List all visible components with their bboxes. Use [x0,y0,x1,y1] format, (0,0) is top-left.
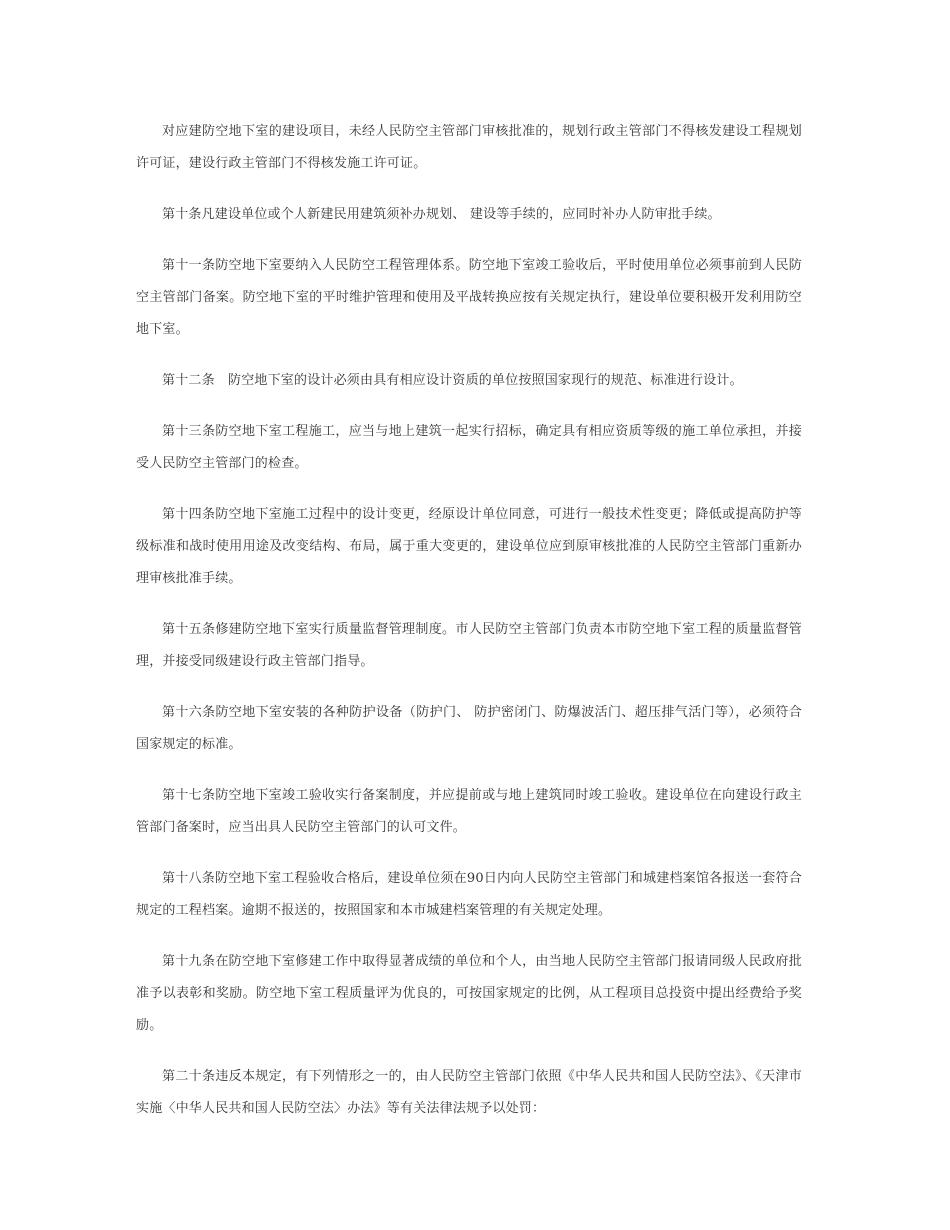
article-20: 第二十条违反本规定，有下列情形之一的，由人民防空主管部门依照《中华人民共和国人民防空法》、《天津市实施〈中华人民共和国人民防空法〉办法》等有关法律法规予以处罚： [136,1069,802,1116]
paragraph-approval-requirement: 对应建防空地下室的建设项目，未经人民防空主管部门审核批准的，规划行政主管部门不得核发建设工程规划许可证，建设行政主管部门不得核发施工许可证。 [136,124,802,171]
article-16: 第十六条防空地下室安装的各种防护设备（防护门、 防护密闭门、防爆波活门、超压排气活门等），必须符合国家规定的标准。 [136,705,802,752]
article-12: 第十二条 防空地下室的设计必须由具有相应设计资质的单位按照国家现行的规范、标准进行设计。 [162,373,743,388]
article-17: 第十七条防空地下室竣工验收实行备案制度，并应提前或与地上建筑同时竣工验收。建设单位在向建设行政主管部门备案时，应当出具人民防空主管部门的认可文件。 [136,788,802,835]
article-19: 第十九条在防空地下室修建工作中取得显著成绩的单位和个人，由当地人民防空主管部门报请同级人民政府批准予以表彰和奖励。防空地下室工程质量评为优良的，可按国家规定的比例，从工程项目总投资中提出经费给予奖励。 [136,954,802,1033]
article-14: 第十四条防空地下室施工过程中的设计变更，经原设计单位同意，可进行一般技术性变更；降低或提高防护等级标准和战时使用用途及改变结构、布局，属于重大变更的，建设单位应到原审核批准的人民防空主管部门重新办理审核批准手续。 [136,507,802,586]
article-13: 第十三条防空地下室工程施工，应当与地上建筑一起实行招标，确定具有相应资质等级的施工单位承担，并接受人民防空主管部门的检查。 [136,424,802,471]
article-18: 第十八条防空地下室工程验收合格后，建设单位须在90日内向人民防空主管部门和城建档案馆各报送一套符合规定的工程档案。逾期不报送的，按照国家和本市城建档案管理的有关规定处理。 [136,871,802,918]
article-10: 第十条凡建设单位或个人新建民用建筑须补办规划、 建设等手续的，应同时补办人防审批手续。 [162,207,721,222]
article-15: 第十五条修建防空地下室实行质量监督管理制度。市人民防空主管部门负责本市防空地下室工程的质量监督管理，并接受同级建设行政主管部门指导。 [136,622,802,669]
article-11: 第十一条防空地下室要纳入人民防空工程管理体系。防空地下室竣工验收后，平时使用单位必须事前到人民防空主管部门备案。防空地下室的平时维护管理和使用及平战转换应按有关规定执行，建设单位要积极开发利用防空地下室。 [136,258,802,337]
document-body [136,116,802,1144]
